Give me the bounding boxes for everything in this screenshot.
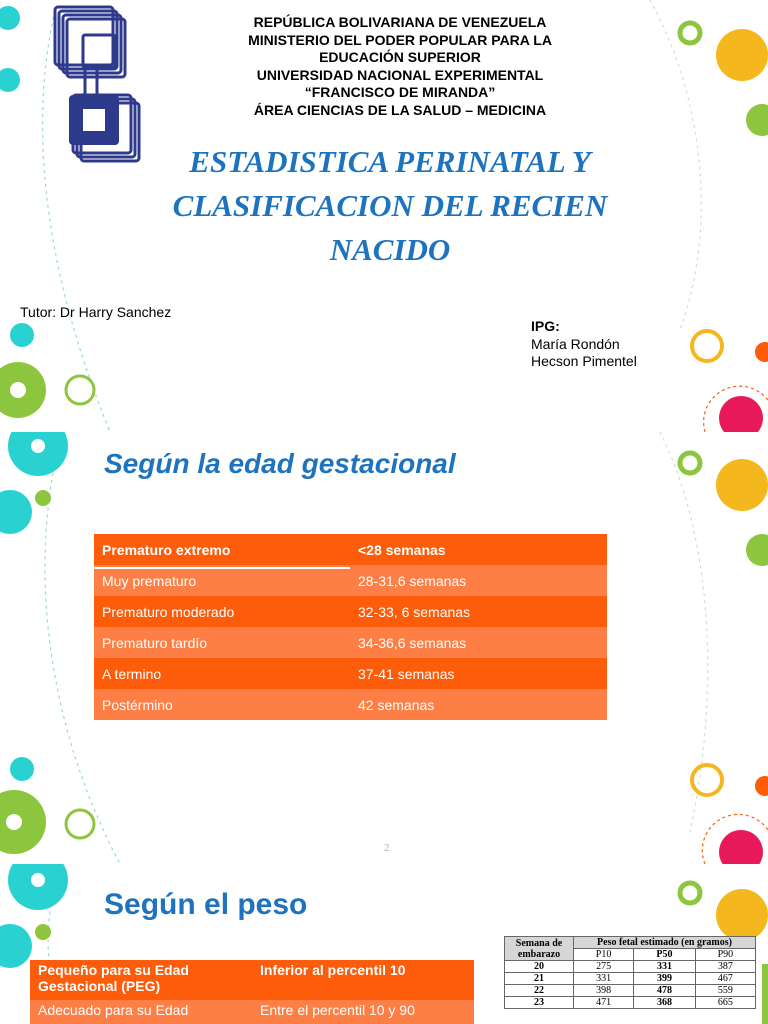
teal-ring-hole	[31, 439, 45, 453]
table-cell: Muy prematuro	[94, 565, 350, 596]
ipg-block	[531, 318, 637, 371]
table-row	[505, 961, 756, 973]
title-line: ESTADISTICA PERINATAL Y	[189, 144, 591, 179]
table-cell: 23	[505, 997, 574, 1009]
dashed-curve-right	[660, 432, 708, 832]
green-ring-hole	[10, 382, 26, 398]
header-line: ÁREA CIENCIAS DE LA SALUD – MEDICINA	[253, 101, 547, 118]
yellow-ring	[692, 765, 722, 795]
green-circle	[746, 104, 768, 136]
table-cell: 331	[634, 961, 696, 973]
table-cell: A termino	[94, 658, 350, 689]
table-row	[505, 997, 756, 1009]
header-line: UNIVERSIDAD NACIONAL EXPERIMENTAL	[256, 66, 544, 83]
fetal-weight-table-container	[504, 936, 756, 1024]
fetal-weight-table	[504, 936, 756, 1009]
teal-ring	[8, 432, 68, 476]
green-ring-small	[680, 453, 700, 473]
table-cell: Entre el percentil 10 y 90	[260, 1002, 415, 1018]
table-header: Semana de embarazo	[505, 937, 574, 961]
header-line: REPÚBLICA BOLIVARIANA DE VENEZUELA	[253, 14, 547, 30]
table-row	[505, 973, 756, 985]
header-line: EDUCACIÓN SUPERIOR	[319, 49, 481, 65]
yellow-circle	[716, 459, 768, 511]
teal-dot	[10, 757, 34, 781]
green-ring-small	[680, 23, 700, 43]
table-row	[94, 565, 607, 596]
table-cell: 34-36,6 semanas	[350, 627, 607, 658]
green-circle	[746, 534, 768, 566]
weight-slide	[0, 864, 768, 1024]
teal-circle	[0, 924, 32, 968]
ipg-label: IPG:	[531, 318, 560, 334]
ipg-name: María Rondón	[531, 335, 620, 352]
section-title: Según la edad gestacional	[104, 448, 456, 479]
title-line: CLASIFICACION DEL RECIEN	[172, 188, 608, 223]
magenta-circle	[719, 396, 763, 432]
table-header: P90	[695, 949, 755, 961]
weight-table-container	[30, 960, 474, 1024]
table-row	[30, 1000, 474, 1024]
table-cell: 32-33, 6 semanas	[350, 596, 607, 627]
table-cell: Prematuro extremo	[94, 534, 350, 565]
table-row	[94, 596, 607, 627]
yellow-circle	[716, 889, 768, 941]
table-row	[94, 689, 607, 720]
table-header: Peso fetal estimado (en gramos)	[574, 937, 756, 949]
table-cell: 398	[574, 985, 634, 997]
table-cell: 37-41 semanas	[350, 658, 607, 689]
table-cell: 331	[574, 973, 634, 985]
title-slide	[0, 0, 768, 432]
green-edge-bar	[762, 964, 768, 1024]
teal-dot	[0, 68, 20, 92]
gestational-age-table	[94, 534, 607, 720]
table-cell: 21	[505, 973, 574, 985]
green-dot	[35, 490, 51, 506]
table-cell: 28-31,6 semanas	[350, 565, 607, 596]
table-cell: Prematuro moderado	[94, 596, 350, 627]
teal-ring-hole	[31, 873, 45, 887]
yellow-circle	[716, 29, 768, 81]
teal-circle	[0, 490, 32, 534]
green-ring-outline	[66, 376, 94, 404]
weight-table	[30, 960, 474, 1024]
green-ring-outline	[66, 810, 94, 838]
table-cell: Inferior al percentil 10	[260, 962, 406, 978]
table-row	[94, 534, 607, 565]
header-line: “FRANCISCO DE MIRANDA”	[304, 84, 496, 100]
institution-header	[200, 14, 600, 119]
table-row	[94, 658, 607, 689]
table-header: P50	[634, 949, 696, 961]
magenta-circle	[719, 830, 763, 864]
table-cell: <28 semanas	[350, 534, 607, 565]
gestational-age-slide	[0, 432, 768, 864]
table-header: P10	[574, 949, 634, 961]
table-cell: Pequeño para su Edad Gestacional (PEG)	[38, 962, 189, 994]
table-cell: 665	[695, 997, 755, 1009]
orange-dot	[755, 776, 768, 796]
table-cell: Adecuado para su Edad	[38, 1002, 189, 1018]
table-row	[30, 960, 474, 1000]
page-number: 2	[384, 842, 390, 854]
table-cell: 20	[505, 961, 574, 973]
title-line: NACIDO	[329, 232, 451, 267]
table-row	[505, 937, 756, 949]
table-cell: 275	[574, 961, 634, 973]
yellow-ring	[692, 331, 722, 361]
table-cell: 559	[695, 985, 755, 997]
teal-dot	[10, 323, 34, 347]
table-row	[505, 985, 756, 997]
table-cell: Prematuro tardío	[94, 627, 350, 658]
table-cell: Postérmino	[94, 689, 350, 720]
green-dot	[35, 924, 51, 940]
table-cell: 467	[695, 973, 755, 985]
header-underline	[94, 567, 350, 569]
table-cell: 368	[634, 997, 696, 1009]
teal-dot	[0, 6, 20, 30]
section-title: Según el peso	[104, 888, 308, 921]
tutor-text: Tutor: Dr Harry Sanchez	[20, 304, 172, 320]
green-ring-small	[680, 883, 700, 903]
table-cell: 387	[695, 961, 755, 973]
header-line: MINISTERIO DEL PODER POPULAR PARA LA	[248, 31, 552, 48]
orange-dot	[755, 342, 768, 362]
ipg-name: Hecson Pimentel	[531, 353, 637, 369]
table-cell: 471	[574, 997, 634, 1009]
presentation-title	[120, 140, 660, 272]
table-row	[94, 627, 607, 658]
table-cell: 399	[634, 973, 696, 985]
table-cell: 22	[505, 985, 574, 997]
table-cell: 42 semanas	[350, 689, 607, 720]
green-ring-hole	[6, 814, 22, 830]
table-cell: 478	[634, 985, 696, 997]
